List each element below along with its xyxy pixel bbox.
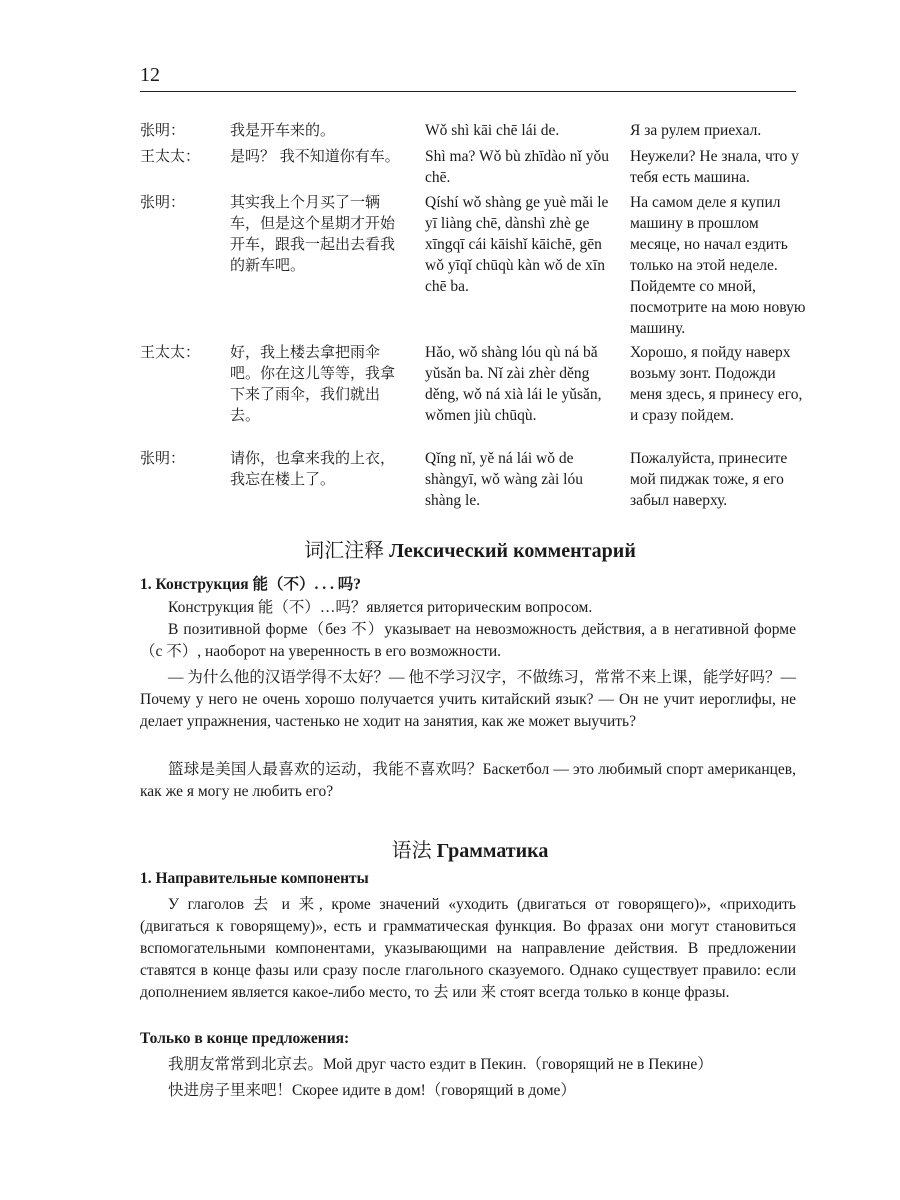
- lexical-paragraph: В позитивной форме（без 不）указывает на невозможность действия, а в негативной форме（с 不）, наоборот на уверенность в его возможности.: [140, 621, 796, 660]
- grammar-subheading: 1. Направительные компоненты: [140, 870, 369, 887]
- grammar-paragraph: У глаголов 去 и 来, кроме значений «уходить (двигаться от говорящего)», «приходить (двигаться к говорящему)», есть и грамматическая функция. Во фразах они могут становиться вспомогательными компонентами, указывающими на направление действия. В предложении ставятся в конце фазы или сразу после глагольного сказуемого. Однако существует правило: если дополнением является какое-либо место, то 去 или 来 стоят всегда только в конце фразы.: [140, 896, 796, 1001]
- chinese-line: 是吗？ 我不知道你有车。: [230, 147, 400, 165]
- pinyin-line: Hǎo, wǒ shàng lóu qù ná bǎ yǔsǎn ba. Nǐ zài zhèr děng děng, wǒ ná xià lái le yǔsǎn, wǒmen jiù chūqù.: [425, 344, 602, 424]
- lexical-paragraph: Конструкция 能（不）…吗？является риторическим вопросом.: [168, 599, 593, 616]
- grammar-heading: [140, 834, 800, 863]
- russian-line: Я за рулем приехал.: [630, 122, 762, 139]
- lexical-heading-ru: Лексический комментарий: [389, 540, 636, 562]
- lexical-heading: [140, 534, 800, 563]
- dialogue-row: [140, 342, 803, 448]
- lexical-subheading: 1. Конструкция 能（不）. . . 吗?: [140, 576, 362, 593]
- pinyin-line: Shì ma? Wǒ bù zhīdào nǐ yǒu chē.: [425, 148, 609, 186]
- page-number: 12: [140, 64, 160, 86]
- pinyin-line: Qǐng nǐ, yě ná lái wǒ de shàngyī, wǒ wàng zài lóu shàng le.: [425, 450, 583, 509]
- pinyin-line: Wǒ shì kāi chē lái de.: [425, 122, 560, 139]
- speaker: 王太太：: [140, 343, 201, 361]
- dialogue-row: [140, 448, 800, 514]
- dialogue-table: [140, 120, 806, 514]
- grammar-heading-cn: 语法: [391, 840, 432, 862]
- speaker: 王太太：: [140, 147, 201, 165]
- lexical-heading-cn: 词汇注释: [304, 540, 385, 562]
- grammar-example: 快进房子里来吧！Скорее идите в дом!（говорящий в доме）: [168, 1082, 576, 1099]
- header-rule: [140, 91, 796, 92]
- grammar-subheading: Только в конце предложения:: [140, 1030, 350, 1047]
- chinese-line: 好，我上楼去拿把雨伞吧。你在这儿等等，我拿下来了雨伞，我们就出去。: [230, 343, 396, 424]
- speaker: 张明：: [140, 193, 186, 211]
- pinyin-line: Qíshí wǒ shàng ge yuè mǎi le yī liàng chē, dànshì zhè ge xīngqī cái kāishǐ kāichē, gēn wǒ yīqǐ chūqù kàn wǒ de xīn chē ba.: [425, 194, 609, 295]
- lexical-example: — 为什么他的汉语学得不太好？— 他不学习汉字，不做练习，常常不来上课，能学好吗？— Почему у него не очень хорошо получается учить китайский язык? — Он не учит иероглифы, не делает упражнения, частенько не ходит на занятия, как же может выучить?: [140, 669, 796, 730]
- russian-line: Неужели? Не знала, что у тебя есть машина.: [630, 148, 799, 186]
- russian-line: Хорошо, я пойду наверх возьму зонт. Подожди меня здесь, я принесу его, и сразу пойдем.: [630, 344, 803, 424]
- grammar-example: 我朋友常常到北京去。Мой друг часто ездит в Пекин.（говорящий не в Пекине）: [168, 1056, 713, 1073]
- dialogue-row: [140, 146, 800, 192]
- dialogue-row: [140, 192, 806, 342]
- chinese-line: 其实我上个月买了一辆车，但是这个星期才开始开车，跟我一起出去看我的新车吧。: [230, 193, 396, 274]
- speaker: 张明：: [140, 121, 186, 139]
- chinese-line: 我是开车来的。: [230, 121, 336, 139]
- chinese-line: 请你，也拿来我的上衣，我忘在楼上了。: [230, 449, 396, 488]
- lexical-example: 篮球是美国人最喜欢的运动，我能不喜欢吗？Баскетбол — это любимый спорт американцев, как же я могу не любить его?: [140, 761, 796, 800]
- grammar-heading-ru: Грамматика: [436, 840, 549, 862]
- speaker: 张明：: [140, 449, 186, 467]
- dialogue-row: [140, 120, 800, 146]
- russian-line: На самом деле я купил машину в прошлом месяце, но начал ездить только на этой неделе. Пойдемте со мной, посмотрите на мою новую машину.: [630, 194, 806, 337]
- russian-line: Пожалуйста, принесите мой пиджак тоже, я его забыл наверху.: [630, 450, 788, 509]
